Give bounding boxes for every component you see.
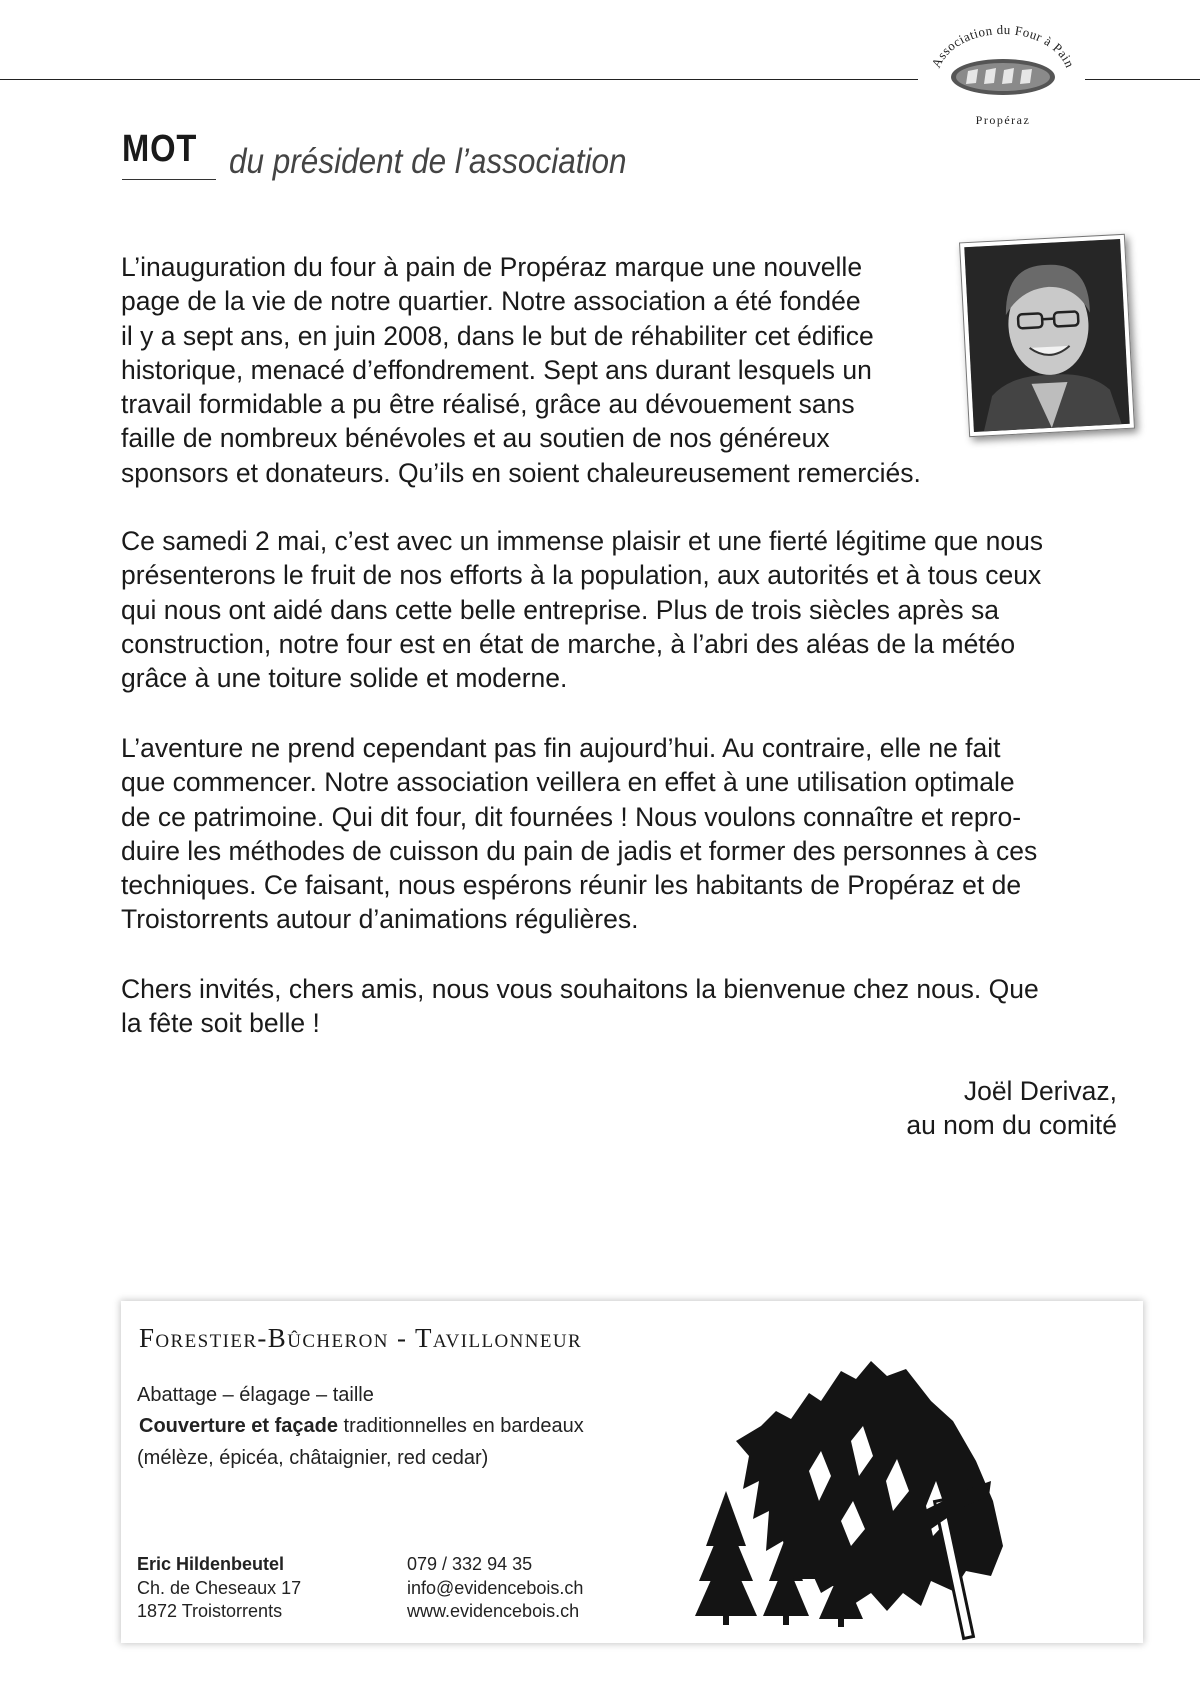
ad-services-line: Abattage – élagage – taille bbox=[137, 1384, 374, 1406]
ad-address-block bbox=[137, 1553, 301, 1624]
letter-paragraph-1: L’inauguration du four à pain de Propéraz marque une nouvelle page de la vie de notre quartier. Notre association a été fondée il y a sept ans, en juin 2008, dans le but de réhabiliter cet édifice historique, menacé d’effondrement. Sept ans durant lesquels un travail formidable a pu être réalisé, grâce au dévouement sans faille de nombreux bénévoles et au soutien de nos généreux sponsors et donateurs. Qu’ils en soient chaleureusement remerciés. bbox=[121, 252, 921, 488]
president-photo bbox=[959, 234, 1135, 437]
heading-title: MOT bbox=[122, 128, 198, 170]
letter-paragraph-4: Chers invités, chers amis, nous vous souhaitons la bienvenue chez nous. Que la fête soit belle ! bbox=[121, 974, 1039, 1039]
letter-paragraph-3: L’aventure ne prend cependant pas fin aujourd’hui. Au contraire, elle ne fait que commencer. Notre association veillera en effet à une utilisation optimale de ce patrimoine. Qui dit four, dit fournées ! Nous voulons connaître et repro- duire les méthodes de cuisson du pain de jadis et former des personnes à ces techniques. Ce faisant, nous espérons réunir les habitants de Propéraz et de Troistorrents autour d’animations régulières. bbox=[121, 733, 1038, 935]
heading-underline bbox=[122, 179, 216, 180]
advertisement-box bbox=[121, 1301, 1143, 1643]
signature-role: au nom du comité bbox=[906, 1110, 1117, 1141]
ad-roofing-line: Couverture et façade traditionnelles en bardeaux bbox=[139, 1415, 584, 1437]
ad-title: Forestier-Bûcheron - Tavillonneur bbox=[139, 1323, 583, 1353]
ad-address-street: Ch. de Cheseaux 17 bbox=[137, 1577, 302, 1598]
ad-phone: 079 / 332 94 35 bbox=[407, 1554, 533, 1574]
signature bbox=[906, 1074, 1117, 1143]
header-rule-left bbox=[0, 79, 918, 80]
ad-woods-line: (mélèze, épicéa, châtaignier, red cedar) bbox=[137, 1447, 489, 1469]
letter-paragraph-2: Ce samedi 2 mai, c’est avec un immense plaisir et une fierté légitime que nous présenterons le fruit de nos efforts à la population, aux autorités et à tous ceux qui nous ont aidé dans cette belle entreprise. Plus de trois siècles après sa construction, notre four est en état de marche, à l’abri des aléas de la météo grâce à une toiture solide et moderne. bbox=[121, 526, 1044, 694]
ad-contact-name: Eric Hildenbeutel bbox=[137, 1554, 285, 1574]
association-logo bbox=[918, 22, 1088, 138]
signature-name: Joël Derivaz, bbox=[963, 1076, 1117, 1106]
ad-email: info@evidencebois.ch bbox=[407, 1577, 584, 1598]
logo-arc-text: Association du Four à Pain bbox=[928, 22, 1078, 71]
ad-contact-block bbox=[407, 1553, 583, 1624]
header-rule-right bbox=[1085, 79, 1200, 80]
logo-bottom-text: Propéraz bbox=[975, 113, 1031, 127]
ad-address-city: 1872 Troistorrents bbox=[137, 1601, 283, 1621]
heading-subtitle: du président de l’association bbox=[229, 142, 627, 181]
ad-website: www.evidencebois.ch bbox=[407, 1601, 580, 1621]
mountain-forest-illustration bbox=[691, 1331, 1021, 1651]
